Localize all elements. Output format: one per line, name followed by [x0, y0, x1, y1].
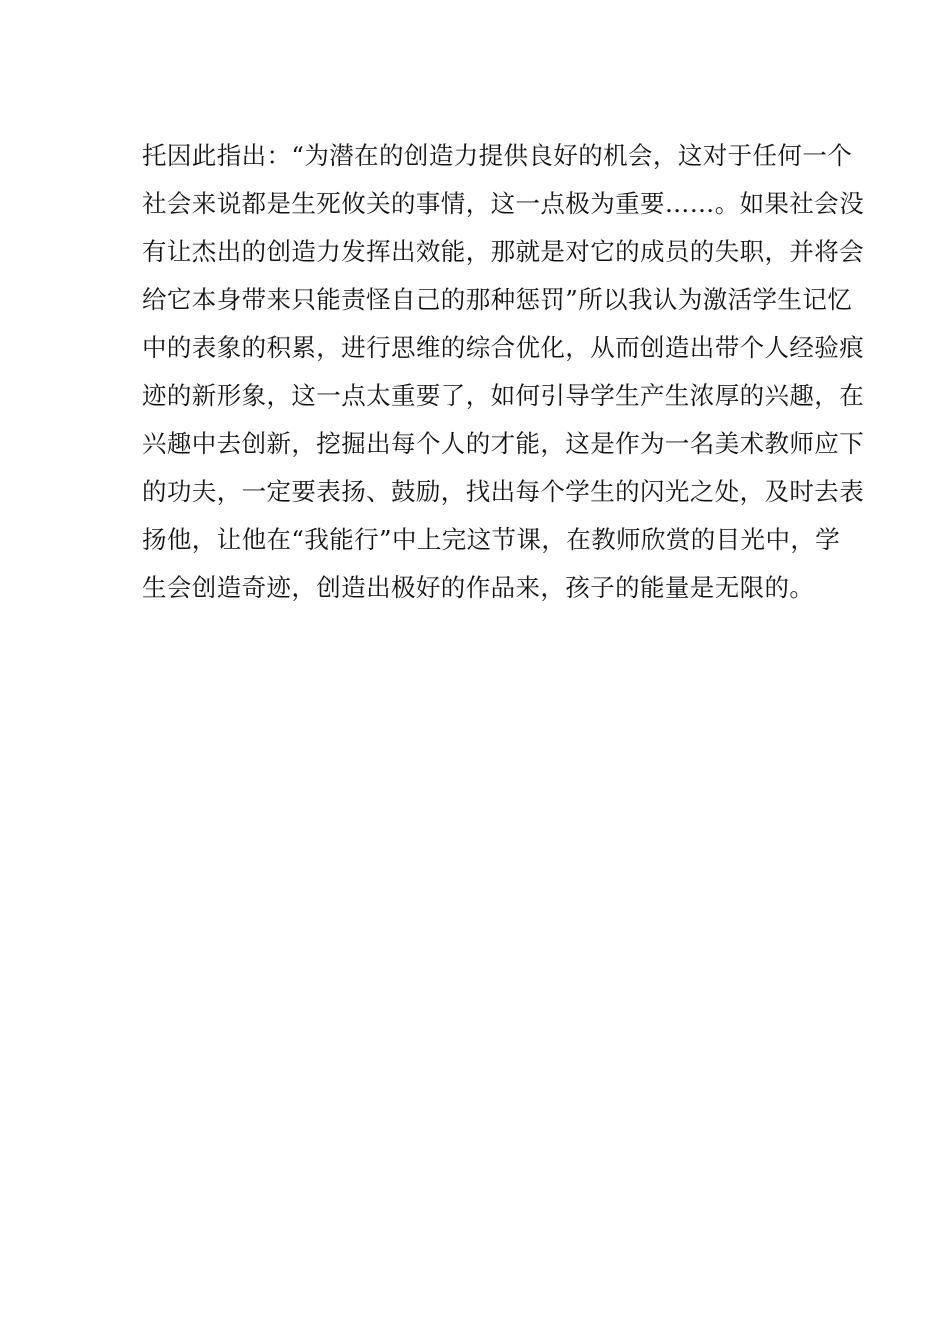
paragraph-line: 生会创造奇迹，创造出极好的作品来，孩子的能量是无限的。: [142, 573, 815, 602]
paragraph-line: 扬他，让他在“我能行”中上完这节课，在教师欣赏的目光中，学: [142, 525, 841, 554]
paragraph-line: 兴趣中去创新，挖掘出每个人的才能，这是作为一名美术教师应下: [142, 429, 865, 458]
paragraph-line: 托因此指出：“为潜在的创造力提供良好的机会，这对于任何一个: [142, 141, 853, 170]
paragraph-line: 的功夫，一定要表扬、鼓励，找出每个学生的闪光之处，及时去表: [142, 477, 865, 506]
paragraph-line: 中的表象的积累，进行思维的综合优化，从而创造出带个人经验痕: [142, 333, 865, 362]
paragraph-line: 迹的新形象，这一点太重要了，如何引导学生产生浓厚的兴趣，在: [142, 381, 865, 410]
paragraph-line: 有让杰出的创造力发挥出效能，那就是对它的成员的失职，并将会: [142, 237, 865, 266]
paragraph-line: 社会来说都是生死攸关的事情，这一点极为重要……。如果社会没: [142, 189, 865, 218]
paragraph-line: 给它本身带来只能责怪自己的那种惩罚”所以我认为激活学生记忆: [142, 285, 853, 314]
body-paragraph: [142, 132, 865, 612]
